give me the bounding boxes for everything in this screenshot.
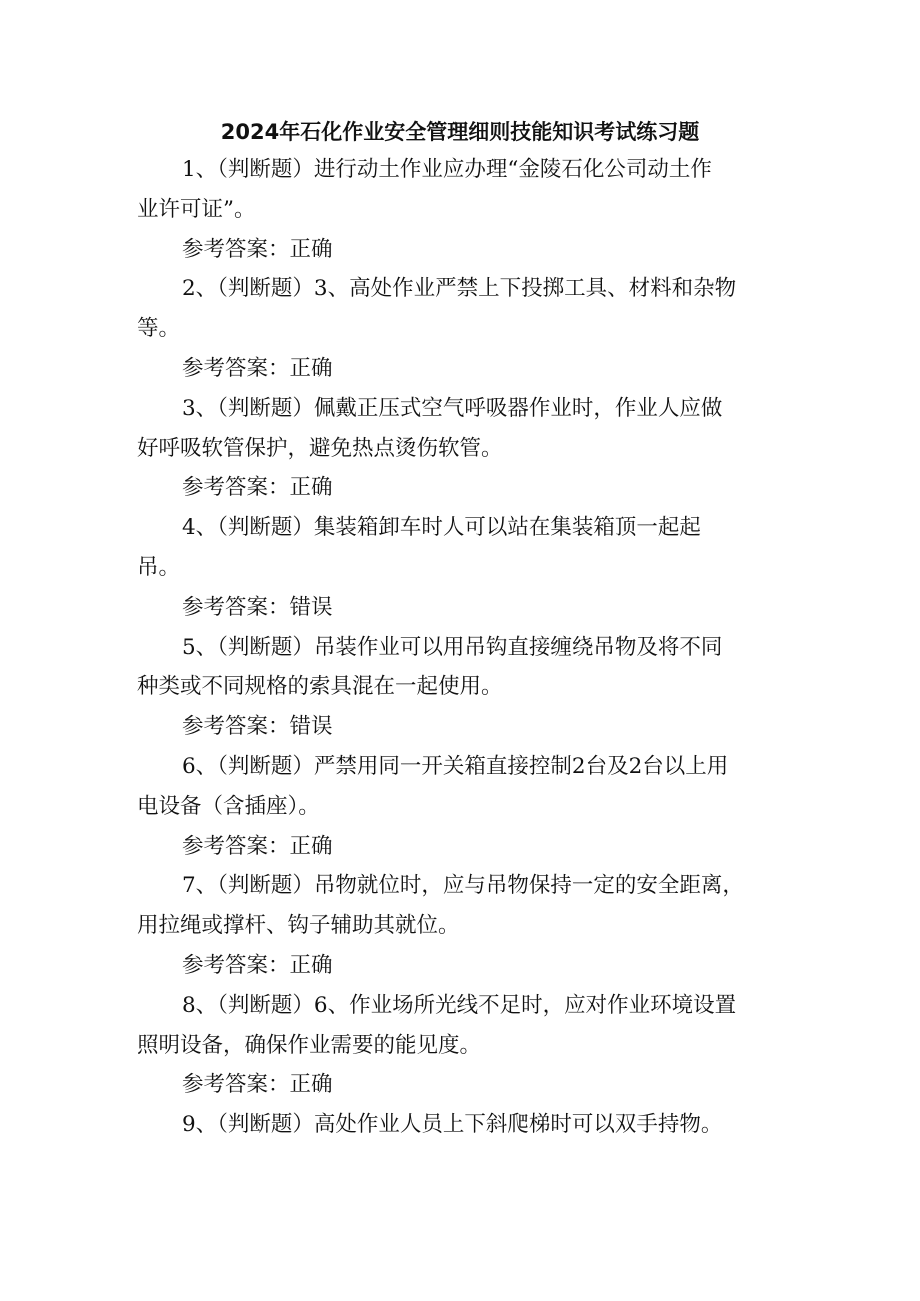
question-2-line-1: 2、（判断题）3、高处作业严禁上下投掷工具、材料和杂物: [182, 276, 737, 302]
question-6-line-1: 6、（判断题）严禁用同一开关箱直接控制2台及2台以上用: [182, 753, 729, 779]
question-7-line-1: 7、（判断题）吊物就位时，应与吊物保持一定的安全距离，: [182, 873, 744, 899]
answer-1: 参考答案：正确: [182, 236, 333, 262]
question-4-line-1: 4、（判断题）集装箱卸车时人可以站在集装箱顶一起起: [182, 515, 701, 541]
answer-2: 参考答案：正确: [182, 355, 333, 381]
answer-5: 参考答案：错误: [182, 714, 333, 740]
question-8-line-1: 8、（判断题）6、作业场所光线不足时，应对作业环境设置: [182, 992, 737, 1018]
question-5-line-1: 5、（判断题）吊装作业可以用吊钩直接缠绕吊物及将不同: [182, 634, 723, 660]
question-3-line-2: 好呼吸软管保护，避免热点烫伤软管。: [137, 435, 503, 461]
answer-8: 参考答案：正确: [182, 1072, 333, 1098]
question-4-line-2: 吊。: [137, 554, 181, 580]
question-2-line-2: 等。: [137, 316, 181, 342]
question-6-line-2: 电设备（含插座）。: [137, 793, 320, 819]
question-list: [137, 150, 787, 1145]
answer-4: 参考答案：错误: [182, 594, 333, 620]
document-title: 2024年石化作业安全管理细则技能知识考试练习题: [220, 120, 700, 144]
answer-7: 参考答案：正确: [182, 952, 333, 978]
question-8-line-2: 照明设备，确保作业需要的能见度。: [137, 1032, 482, 1058]
question-5-line-2: 种类或不同规格的索具混在一起使用。: [137, 674, 503, 700]
question-7-line-2: 用拉绳或撑杆、钩子辅助其就位。: [137, 913, 460, 939]
question-1-line-1: 1、（判断题）进行动土作业应办理“金陵石化公司动土作: [182, 157, 712, 182]
question-9-line-1: 9、（判断题）高处作业人员上下斜爬梯时可以双手持物。: [182, 1112, 723, 1138]
question-3-line-1: 3、（判断题）佩戴正压式空气呼吸器作业时，作业人应做: [182, 395, 723, 421]
answer-6: 参考答案：正确: [182, 833, 333, 859]
answer-3: 参考答案：正确: [182, 475, 333, 501]
question-1-line-2: 业许可证”。: [137, 196, 256, 222]
